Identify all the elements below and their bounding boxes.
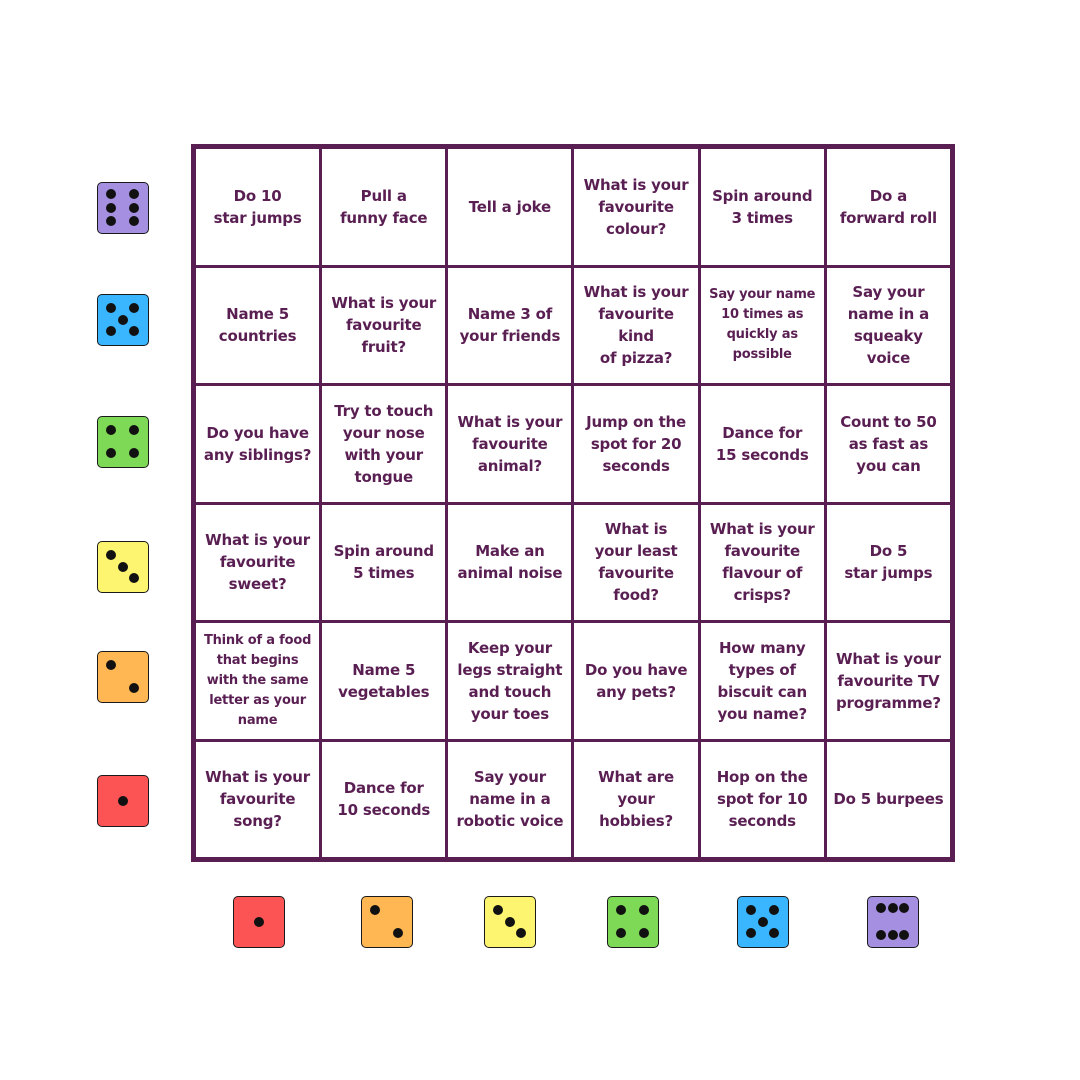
game-board <box>191 144 955 862</box>
cell-text: What is your favourite song? <box>205 768 310 831</box>
die-pip <box>129 189 139 199</box>
board-cell[interactable] <box>322 149 445 265</box>
board-cell[interactable] <box>196 149 319 265</box>
board-cell[interactable] <box>448 623 571 739</box>
die-pip <box>876 930 886 940</box>
die-pip <box>370 905 380 915</box>
cell-text: Dance for 15 seconds <box>715 423 809 464</box>
cell-text: What are your hobbies? <box>598 768 674 831</box>
board-cell[interactable] <box>574 623 697 739</box>
die-pip <box>129 303 139 313</box>
board-cell[interactable] <box>448 386 571 502</box>
board-cell[interactable] <box>196 505 319 621</box>
die-pip <box>106 550 116 560</box>
cell-text: Name 5 vegetables <box>338 660 430 701</box>
cell-text: Tell a joke <box>468 197 552 216</box>
cell-text: Think of a food that begins with the same letter as your name <box>203 632 312 728</box>
cell-text: Jump on the spot for 20 seconds <box>586 412 687 475</box>
die-pip <box>106 425 116 435</box>
die-pip <box>769 928 779 938</box>
board-cell[interactable] <box>827 623 950 739</box>
die-3-icon <box>484 896 536 948</box>
board-cell[interactable] <box>448 742 571 858</box>
board-cell[interactable] <box>701 386 824 502</box>
board-cell[interactable] <box>448 268 571 384</box>
die-4-icon <box>97 416 149 468</box>
cell-text: Make an animal noise <box>457 542 563 583</box>
board-cell[interactable] <box>827 149 950 265</box>
die-4-icon <box>607 896 659 948</box>
die-pip <box>639 905 649 915</box>
board-cell[interactable] <box>827 268 950 384</box>
die-pip <box>493 905 503 915</box>
cell-text: Hop on the spot for 10 seconds <box>716 768 808 831</box>
die-pip <box>118 562 128 572</box>
die-1-icon <box>97 775 149 827</box>
cell-text: What is your favourite kind of pizza? <box>583 283 689 368</box>
board-cell[interactable] <box>196 742 319 858</box>
die-pip <box>254 917 264 927</box>
die-pip <box>516 928 526 938</box>
die-pip <box>118 315 128 325</box>
board-cell[interactable] <box>701 268 824 384</box>
die-pip <box>899 903 909 913</box>
die-pip <box>129 203 139 213</box>
board-cell[interactable] <box>322 386 445 502</box>
board-cell[interactable] <box>448 149 571 265</box>
die-pip <box>106 203 116 213</box>
cell-text: Say your name in a robotic voice <box>456 768 564 831</box>
die-pip <box>876 903 886 913</box>
cell-text: Do a forward roll <box>839 186 937 227</box>
board-cell[interactable] <box>574 742 697 858</box>
cell-text: What is your favourite fruit? <box>331 294 437 357</box>
die-pip <box>129 216 139 226</box>
cell-text: Say your name in a squeaky voice <box>847 283 929 368</box>
cell-text: Pull a funny face <box>340 186 428 227</box>
die-pip <box>106 448 116 458</box>
cell-text: Dance for 10 seconds <box>337 779 431 820</box>
die-pip <box>393 928 403 938</box>
die-3-icon <box>97 541 149 593</box>
cell-text: What is your favourite TV programme? <box>835 649 941 712</box>
board-cell[interactable] <box>322 505 445 621</box>
die-pip <box>505 917 515 927</box>
die-5-icon <box>97 294 149 346</box>
die-pip <box>106 303 116 313</box>
die-pip <box>129 425 139 435</box>
die-pip <box>106 660 116 670</box>
cell-text: What is your least favourite food? <box>594 520 678 605</box>
cell-text: Keep your legs straight and touch your toes <box>457 638 563 723</box>
die-pip <box>106 189 116 199</box>
die-pip <box>888 903 898 913</box>
board-cell[interactable] <box>701 505 824 621</box>
die-pip <box>129 683 139 693</box>
cell-text: Count to 50 as fast as you can <box>840 412 937 475</box>
cell-text: What is your favourite flavour of crisps? <box>709 520 815 605</box>
die-2-icon <box>361 896 413 948</box>
board-cell[interactable] <box>196 623 319 739</box>
board-cell[interactable] <box>574 268 697 384</box>
die-pip <box>639 928 649 938</box>
cell-text: What is your favourite animal? <box>457 412 563 475</box>
die-pip <box>106 216 116 226</box>
cell-text: Spin around 3 times <box>712 186 813 227</box>
die-pip <box>746 928 756 938</box>
die-pip <box>118 796 128 806</box>
board-cell[interactable] <box>827 386 950 502</box>
board-cell[interactable] <box>827 742 950 858</box>
die-pip <box>616 928 626 938</box>
die-pip <box>758 917 768 927</box>
die-1-icon <box>233 896 285 948</box>
cell-text: Do you have any pets? <box>584 660 688 701</box>
die-pip <box>888 930 898 940</box>
board-cell[interactable] <box>322 623 445 739</box>
board-cell[interactable] <box>448 505 571 621</box>
board-cell[interactable] <box>701 742 824 858</box>
board-cell[interactable] <box>827 505 950 621</box>
die-pip <box>616 905 626 915</box>
cell-text: Spin around 5 times <box>333 542 434 583</box>
die-pip <box>129 326 139 336</box>
cell-text: Do 10 star jumps <box>213 186 302 227</box>
board-cell[interactable] <box>574 386 697 502</box>
board-cell[interactable] <box>701 149 824 265</box>
die-6-icon <box>867 896 919 948</box>
cell-text: Do 5 burpees <box>833 790 944 809</box>
die-pip <box>129 573 139 583</box>
board-cell[interactable] <box>701 623 824 739</box>
cell-text: How many types of biscuit can you name? <box>717 638 807 723</box>
cell-text: Name 3 of your friends <box>459 305 561 346</box>
die-pip <box>899 930 909 940</box>
die-pip <box>106 326 116 336</box>
cell-text: Say your name 10 times as quickly as possible <box>709 287 816 363</box>
board-cell[interactable] <box>196 268 319 384</box>
board-cell[interactable] <box>196 386 319 502</box>
board-cell[interactable] <box>322 268 445 384</box>
cell-text: Try to touch your nose with your tongue <box>334 401 434 486</box>
board-cell[interactable] <box>574 149 697 265</box>
cell-text: Name 5 countries <box>218 305 297 346</box>
die-pip <box>746 905 756 915</box>
cell-text: What is your favourite colour? <box>583 175 689 238</box>
die-pip <box>129 448 139 458</box>
die-6-icon <box>97 182 149 234</box>
cell-text: What is your favourite sweet? <box>205 531 310 594</box>
die-pip <box>769 905 779 915</box>
die-5-icon <box>737 896 789 948</box>
board-cell[interactable] <box>322 742 445 858</box>
board-cell[interactable] <box>574 505 697 621</box>
die-2-icon <box>97 651 149 703</box>
cell-text: Do 5 star jumps <box>844 542 933 583</box>
cell-text: Do you have any siblings? <box>203 423 312 464</box>
